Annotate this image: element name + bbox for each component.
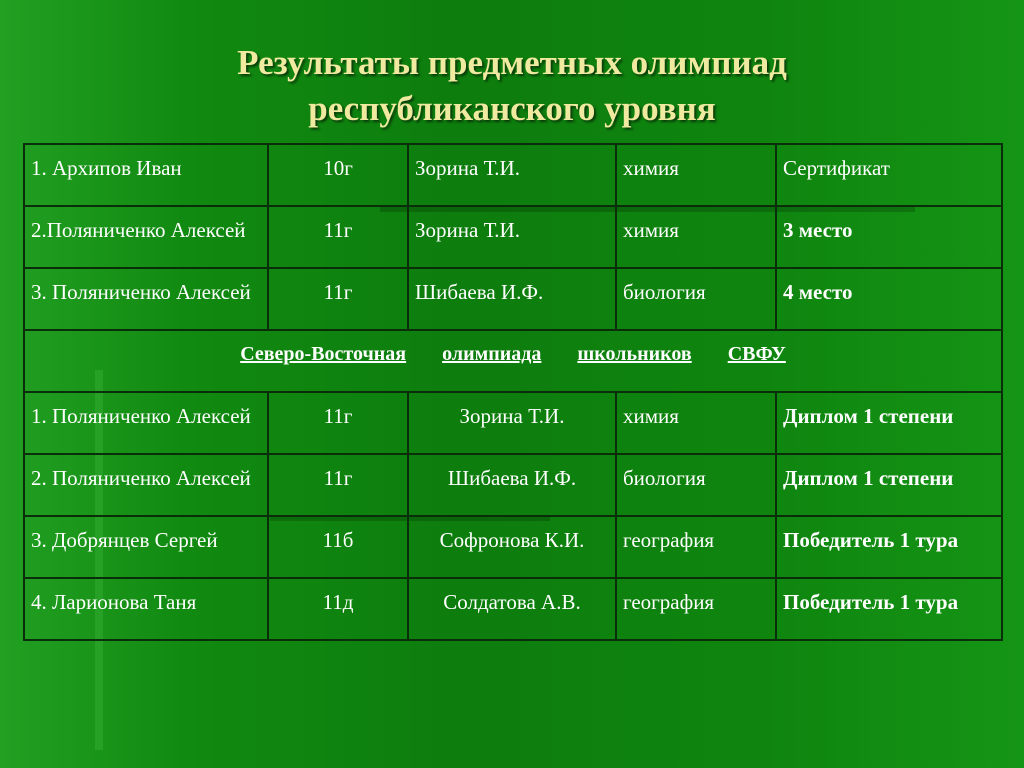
result: Диплом 1 степени <box>776 454 1002 516</box>
teacher-name: Зорина Т.И. <box>408 392 616 454</box>
subject: география <box>616 516 776 578</box>
section-header-part: школьников <box>577 343 692 365</box>
subject: биология <box>616 268 776 330</box>
subject: география <box>616 578 776 640</box>
section-header-part: олимпиада <box>442 343 542 365</box>
results-table <box>23 143 1003 641</box>
student-name: 2.Поляниченко Алексей <box>24 206 268 268</box>
table-row <box>24 516 1002 578</box>
result: 4 место <box>776 268 1002 330</box>
student-grade: 11г <box>268 454 408 516</box>
table-row <box>24 144 1002 206</box>
subject: химия <box>616 392 776 454</box>
slide-title-line-1: Результаты предметных олимпиад <box>237 43 787 82</box>
table-row <box>24 454 1002 516</box>
student-grade: 11г <box>268 392 408 454</box>
student-grade: 11г <box>268 268 408 330</box>
section-header-part: СВФУ <box>727 343 786 365</box>
result: Диплом 1 степени <box>776 392 1002 454</box>
teacher-name: Зорина Т.И. <box>408 144 616 206</box>
student-grade: 11г <box>268 206 408 268</box>
table-row <box>24 268 1002 330</box>
teacher-name: Софронова К.И. <box>408 516 616 578</box>
table-row <box>24 578 1002 640</box>
slide-title <box>0 40 1024 132</box>
student-name: 2. Поляниченко Алексей <box>24 454 268 516</box>
teacher-name: Зорина Т.И. <box>408 206 616 268</box>
table-row <box>24 392 1002 454</box>
student-grade: 11д <box>268 578 408 640</box>
student-name: 3. Поляниченко Алексей <box>24 268 268 330</box>
teacher-name: Шибаева И.Ф. <box>408 454 616 516</box>
section-header-part: Северо-Восточная <box>240 343 407 365</box>
slide-title-line-2: республиканского уровня <box>308 89 716 128</box>
student-name: 1. Поляниченко Алексей <box>24 392 268 454</box>
section-header-row <box>24 330 1002 392</box>
subject: химия <box>616 206 776 268</box>
student-name: 4. Ларионова Таня <box>24 578 268 640</box>
result: Победитель 1 тура <box>776 578 1002 640</box>
subject: биология <box>616 454 776 516</box>
student-name: 1. Архипов Иван <box>24 144 268 206</box>
teacher-name: Шибаева И.Ф. <box>408 268 616 330</box>
result: Сертификат <box>776 144 1002 206</box>
subject: химия <box>616 144 776 206</box>
student-grade: 11б <box>268 516 408 578</box>
result: 3 место <box>776 206 1002 268</box>
teacher-name: Солдатова А.В. <box>408 578 616 640</box>
student-name: 3. Добрянцев Сергей <box>24 516 268 578</box>
table-row <box>24 206 1002 268</box>
section-header <box>24 330 1002 392</box>
result: Победитель 1 тура <box>776 516 1002 578</box>
student-grade: 10г <box>268 144 408 206</box>
